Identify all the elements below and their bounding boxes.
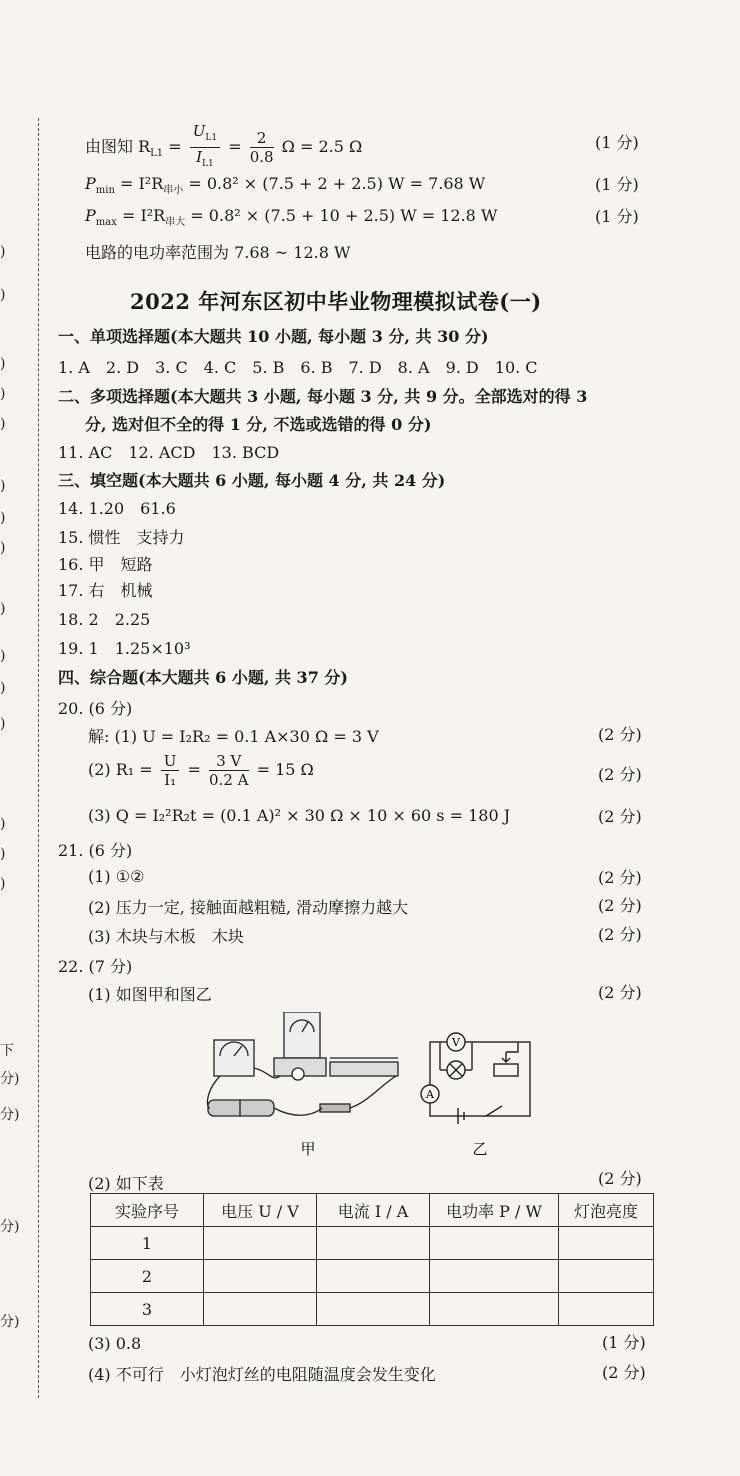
score: (2 分) — [598, 765, 642, 784]
circuit-figure — [200, 1012, 540, 1162]
fraction: $\frac{3 V}{0.2 A}$ — [209, 752, 249, 789]
fraction: $\frac{U_{L1}}{I_{L1}}$ — [190, 122, 220, 173]
score: (1 分) — [595, 175, 639, 194]
margin-fragment: 分) — [0, 1071, 20, 1087]
score: (2 分) — [598, 725, 642, 744]
margin-fragment: ) — [0, 540, 6, 556]
solution-line: (4) 不可行 小灯泡灯丝的电阻随温度会发生变化 — [88, 1365, 436, 1384]
binding-dashed-line — [38, 118, 39, 1398]
answers: 11. AC 12. ACD 13. BCD — [58, 443, 280, 462]
section-heading: 一、单项选择题(本大题共 10 小题, 每小题 3 分, 共 30 分) — [58, 327, 489, 346]
solution-line: (3) Q = I₂²R₂t = (0.1 A)² × 30 Ω × 10 × 60 s = 180 J — [88, 806, 511, 825]
answer-item: 18. 2 2.25 — [58, 610, 151, 629]
question-number: 21. (6 分) — [58, 841, 133, 860]
margin-fragment: ) — [0, 416, 6, 432]
margin-fragment: ) — [0, 510, 6, 526]
margin-fragment: 分) — [0, 1314, 20, 1330]
margin-fragment: ) — [0, 287, 6, 303]
fraction: $\frac{2}{0.8}$ — [249, 129, 274, 166]
table-row: 2 — [91, 1260, 654, 1293]
top-line-2: $P_{min} = I^2R_{串小} = 0.8^2 \times (7.5 + 2 + 2.5) W = 7.68$ W — [85, 174, 486, 197]
margin-fragment: ) — [0, 386, 6, 402]
score: (2 分) — [598, 925, 642, 944]
score: (1 分) — [595, 133, 639, 152]
margin-fragment: 分) — [0, 1219, 20, 1235]
top-line-4: 电路的电功率范围为 7.68 ~ 12.8 W — [85, 243, 351, 262]
section-heading: 三、填空题(本大题共 6 小题, 每小题 4 分, 共 24 分) — [58, 471, 446, 490]
margin-fragment: 下 — [0, 1043, 14, 1059]
margin-fragment: ) — [0, 680, 6, 696]
solution-line: (2) 压力一定, 接触面越粗糙, 滑动摩擦力越大 — [88, 898, 409, 917]
question-number: 20. (6 分) — [58, 699, 133, 718]
score: (2 分) — [598, 896, 642, 915]
fraction: $\frac{U}{\text{I₁}}$ — [161, 752, 180, 789]
figure-label-left: 甲 — [300, 1140, 316, 1158]
margin-fragment: ) — [0, 478, 6, 494]
margin-fragment: ) — [0, 876, 6, 892]
apparatus-sketch — [207, 1012, 398, 1116]
margin-fragment: ) — [0, 648, 6, 664]
svg-text:V: V — [452, 1036, 460, 1049]
score: (2 分) — [598, 807, 642, 826]
score: (1 分) — [595, 207, 639, 226]
solution-line: (2) R₁ = $\frac{U}{\text{I₁}}$ = $\frac{3 V}{0.2 A}$ = 15 Ω — [88, 752, 314, 789]
circuit-diagram — [421, 1033, 530, 1124]
score: (2 分) — [598, 868, 642, 887]
solution-line: (3) 0.8 — [88, 1334, 142, 1353]
page-title: 2022 年河东区初中毕业物理模拟试卷(一) — [130, 289, 542, 314]
solution-line: (1) ①② — [88, 867, 145, 886]
table-header: 实验序号 — [91, 1194, 204, 1227]
solution-line: 解: (1) U = I₂R₂ = 0.1 A×30 Ω = 3 V — [88, 727, 379, 746]
solution-line: (3) 木块与木板 木块 — [88, 927, 244, 946]
answer-item: 16. 甲 短路 — [58, 555, 153, 574]
table-header: 电压 U / V — [204, 1194, 317, 1227]
table-header: 电流 I / A — [317, 1194, 430, 1227]
section-heading: 二、多项选择题(本大题共 3 小题, 每小题 3 分, 共 9 分。全部选对的得 3 — [58, 387, 588, 406]
answer-item: 19. 1 1.25×10³ — [58, 639, 191, 658]
margin-fragment: ) — [0, 356, 6, 372]
score: (2 分) — [602, 1363, 646, 1382]
figure-label-right: 乙 — [472, 1140, 488, 1158]
table-row: 3 — [91, 1293, 654, 1326]
question-number: 22. (7 分) — [58, 957, 133, 976]
score: (1 分) — [602, 1333, 646, 1352]
data-table — [90, 1193, 654, 1326]
answer-item: 14. 1.20 61.6 — [58, 499, 176, 518]
score: (2 分) — [598, 983, 642, 1002]
answer-item: 17. 右 机械 — [58, 581, 153, 600]
table-header-row — [91, 1194, 654, 1227]
top-line-1: 由图知 $R_{L1}$ = $\frac{U_{L1}}{I_{L1}}$ = $\frac{2}{0.8}$ Ω = 2.5 Ω — [85, 122, 362, 173]
section-heading: 四、综合题(本大题共 6 小题, 共 37 分) — [58, 668, 348, 687]
margin-fragment: 分) — [0, 1107, 20, 1123]
margin-fragment: ) — [0, 601, 6, 617]
top-line-3: $P_{max} = I^2R_{串大} = 0.8^2 \times (7.5 + 10 + 2.5) W = 12.8$ W — [85, 206, 498, 229]
solution-line: (2) 如下表 — [88, 1174, 164, 1193]
margin-fragment: ) — [0, 816, 6, 832]
margin-fragment: ) — [0, 846, 6, 862]
margin-fragment: ) — [0, 716, 6, 732]
table-row: 1 — [91, 1227, 654, 1260]
margin-fragment: ) — [0, 244, 6, 260]
section-heading-cont: 分, 选对但不全的得 1 分, 不选或选错的得 0 分) — [85, 415, 432, 434]
table-header: 灯泡亮度 — [559, 1194, 654, 1227]
solution-line: (1) 如图甲和图乙 — [88, 985, 212, 1004]
answer-item: 15. 惯性 支持力 — [58, 528, 185, 547]
answers: 1. A 2. D 3. C 4. C 5. B 6. B 7. D 8. A 9. D 10. C — [58, 358, 538, 377]
table-header: 电功率 P / W — [430, 1194, 559, 1227]
score: (2 分) — [598, 1169, 642, 1188]
svg-text:A: A — [426, 1088, 434, 1101]
